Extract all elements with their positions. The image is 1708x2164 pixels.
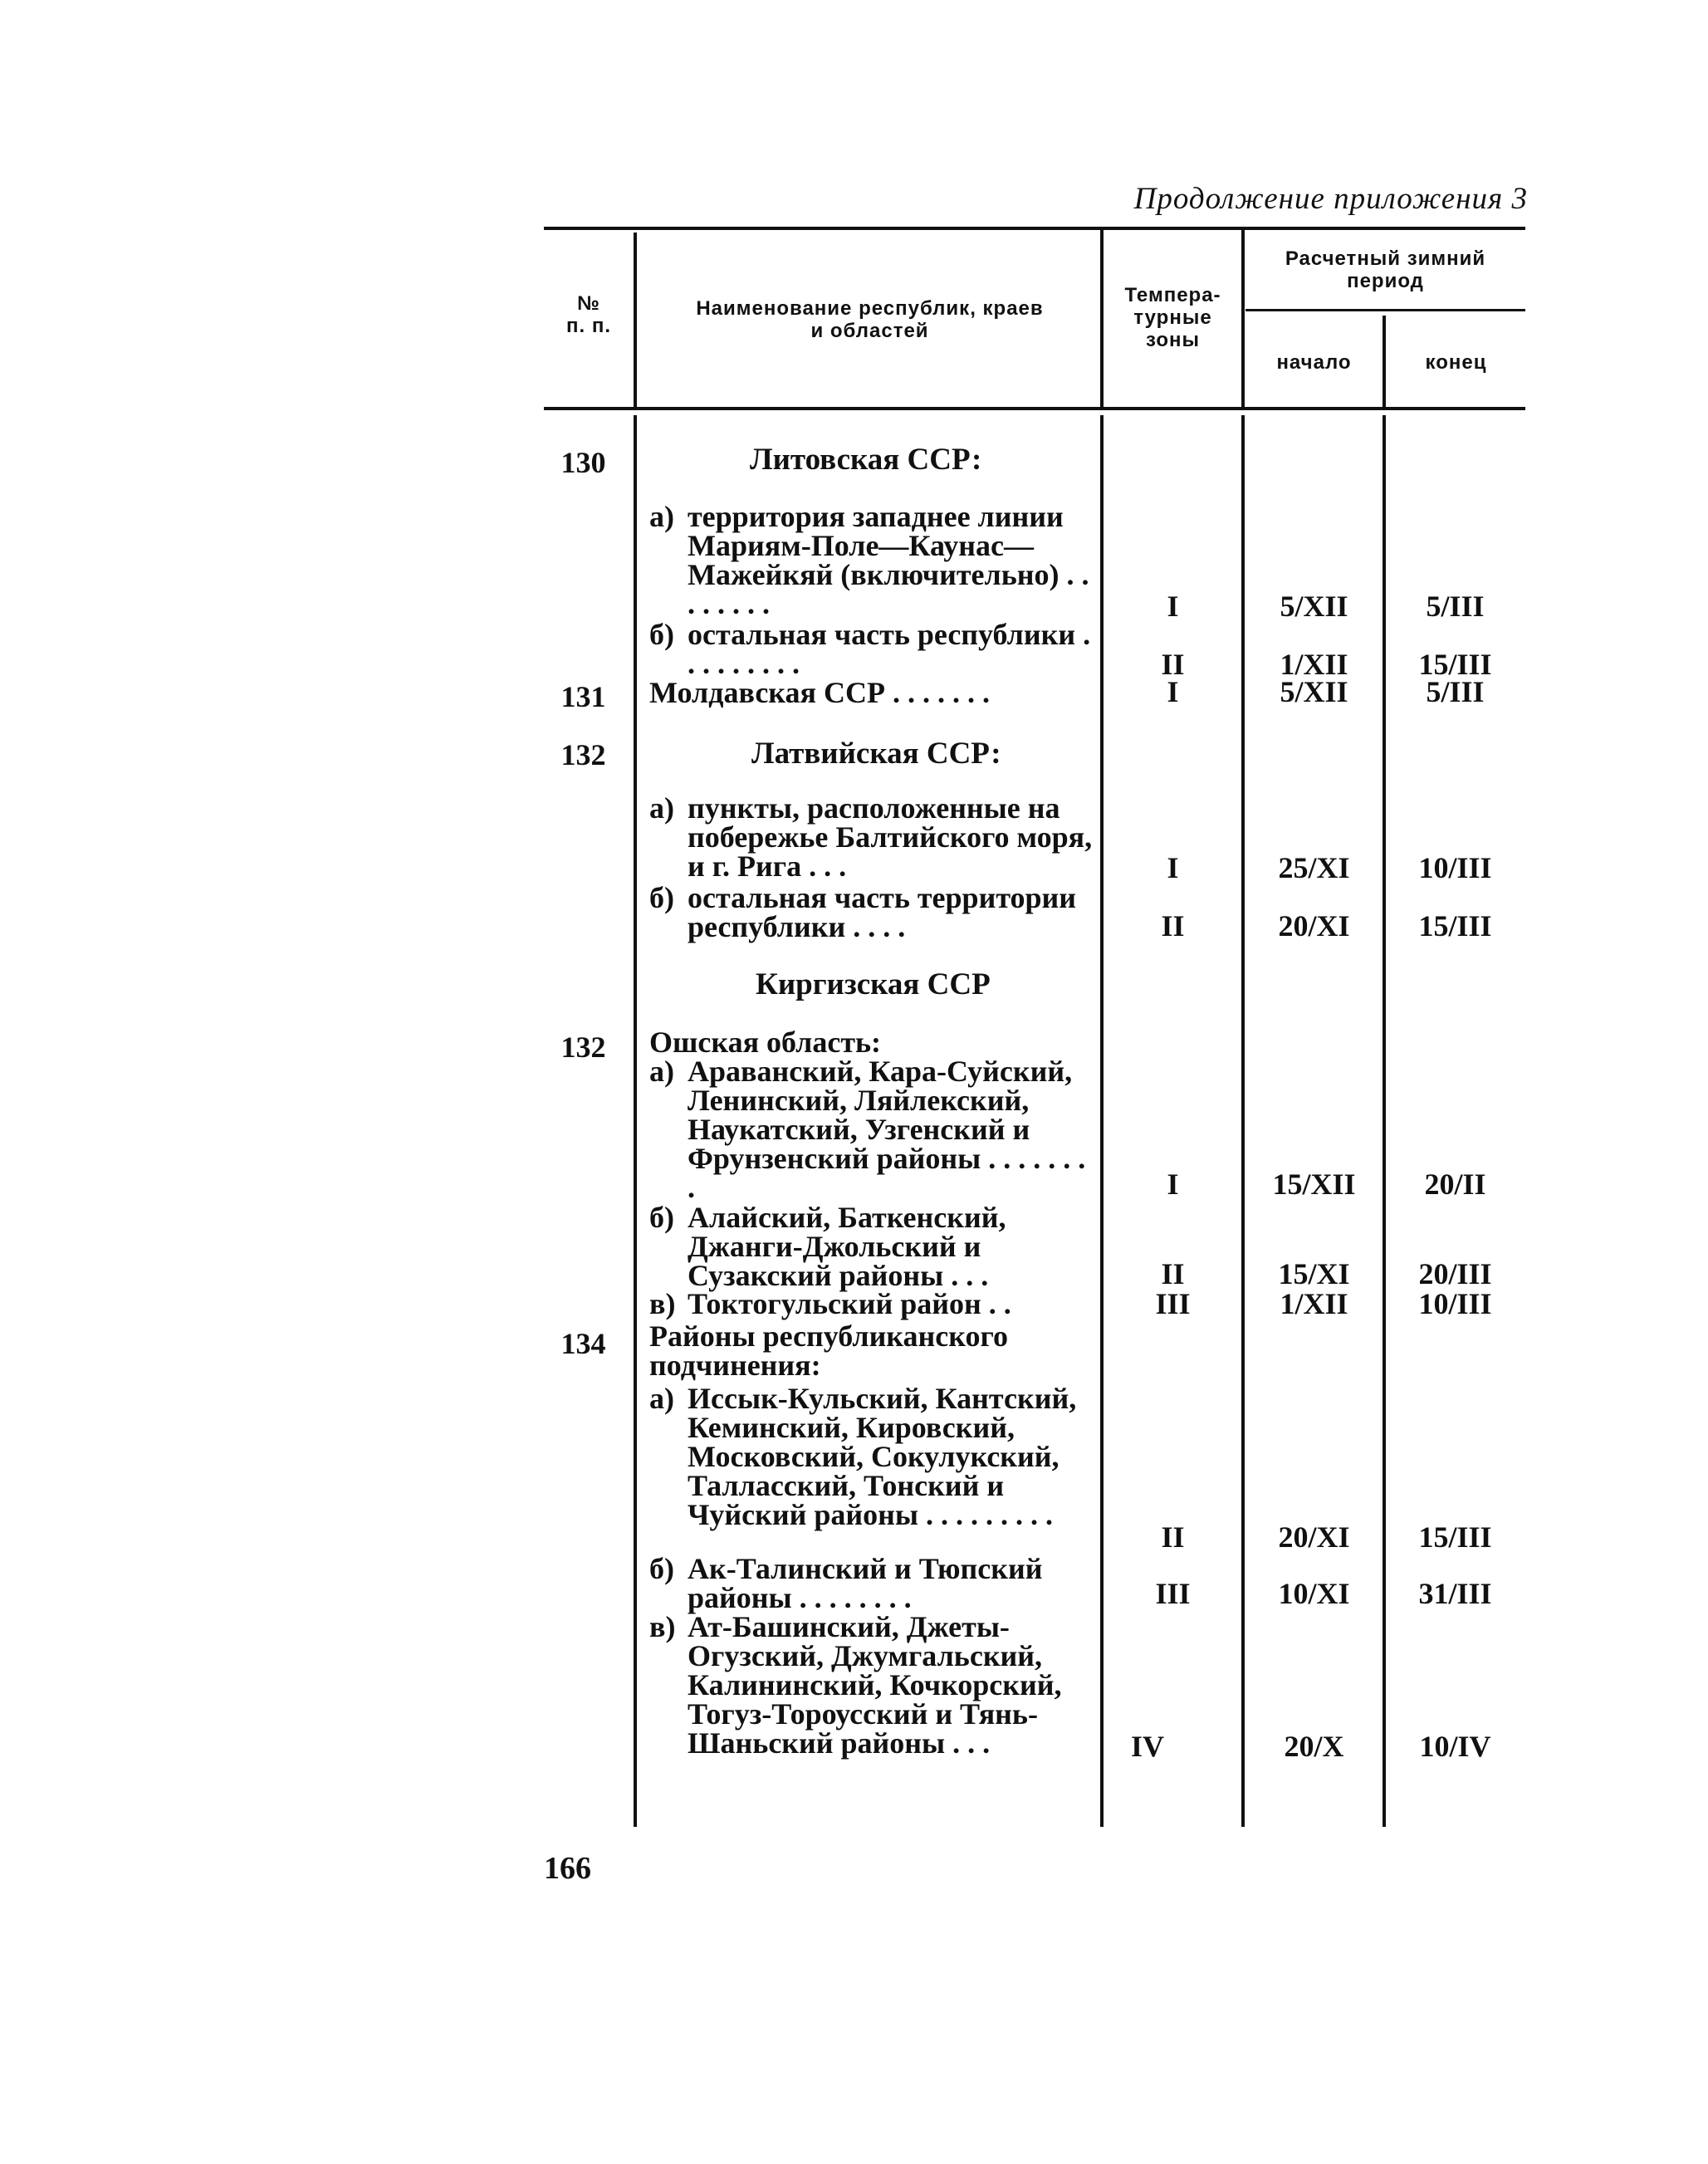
header-zone-line3: зоны [1146,329,1200,351]
item-text: Токтогульский район . . [688,1287,1011,1320]
start-value: 15/XI [1278,1257,1350,1290]
item-text: Ат-Башинский, Джеты-Огузский, Джумгальский, Калининский, Кочкорский, Тогуз-Тороусский и Тянь-Шаньский районы . . . [688,1610,1062,1760]
end-value: 10/III [1418,851,1492,884]
item-text: Иссык-Кульский, Кантский, Кеминский, Кировский, Московский, Сокулукский, Талласский, Тонский и Чуйский районы . . . . . . . . . [688,1382,1077,1531]
item-letter: в) [649,1610,676,1643]
item-letter: а) [649,500,674,533]
item-letter: б) [649,1201,674,1234]
item-letter: а) [649,1055,674,1088]
row-number: 134 [560,1327,606,1360]
list-item [649,500,1098,620]
zone-value: II [1161,1520,1185,1554]
section-title: Киргизская ССР [756,967,991,1001]
zone-value: I [1167,1168,1179,1201]
body-divider-3 [1241,415,1245,1827]
body-divider-1 [634,415,637,1827]
body-divider-4 [1383,415,1386,1827]
start-value: 5/XII [1280,675,1348,708]
start-value: 20/XI [1278,909,1350,942]
column-divider-2 [1100,229,1104,407]
item-text: территория западнее линии Мариям-Поле—Каунас—Мажейкяй (включительно) . . . . . . . . [688,500,1089,620]
zone-value: I [1167,675,1179,708]
column-divider-1 [634,233,637,407]
item-text: остальная часть территории республики . . . . [688,881,1077,943]
item-text: остальная часть республики . . . . . . . . . [688,618,1091,680]
body-divider-2 [1100,415,1104,1827]
item-text: Алайский, Баткенский, Джанги-Джольский и Сузакский районы . . . [688,1201,1006,1292]
row-number: 132 [560,738,606,771]
item-letter: в) [649,1287,676,1320]
table-caption: Продолжение приложения 3 [1133,182,1528,216]
start-value: 5/XII [1280,590,1348,623]
list-item [649,1552,1098,1614]
item-letter: а) [649,1382,674,1415]
header-number-line2: п. п. [566,315,611,337]
start-value: 1/XII [1280,648,1348,681]
column-divider-4 [1383,316,1386,407]
zone-value: I [1167,590,1179,623]
column-divider-3 [1241,229,1245,407]
header-end: конец [1425,351,1487,374]
list-item [649,791,1098,883]
header-name [639,297,1100,342]
row-text: Ошская область: [649,1026,882,1059]
start-value: 20/X [1284,1730,1344,1763]
header-bottom-rule [544,407,1525,410]
row-text: Районы республиканского подчинения: [649,1319,1008,1382]
end-value: 10/IV [1419,1730,1491,1763]
item-letter: а) [649,791,674,825]
row-number: 131 [560,680,606,713]
item-letter: б) [649,618,674,651]
start-value: 1/XII [1280,1287,1348,1320]
start-value: 20/XI [1278,1520,1350,1554]
item-text: пункты, расположенные на побережье Балтийского моря, и г. Рига . . . [688,791,1093,883]
table-top-rule [544,227,1525,230]
header-number [544,292,634,337]
end-value: 5/III [1426,590,1485,623]
zone-value: II [1161,909,1185,942]
zone-value: II [1161,1257,1185,1290]
header-zone [1104,284,1241,351]
header-zone-line1: Темпера- [1124,284,1221,306]
period-subheader-rule [1246,309,1525,311]
list-item [649,618,1098,680]
header-period-line1: Расчетный зимний [1285,247,1486,270]
list-item [649,1287,1098,1320]
end-value: 15/III [1418,648,1492,681]
zone-value: IV [1131,1730,1165,1763]
zone-value: II [1161,648,1185,681]
item-letter: б) [649,881,674,914]
page-number: 166 [544,1851,591,1886]
end-value: 20/III [1418,1257,1492,1290]
header-number-line1: № [577,292,600,315]
list-item [649,1382,1098,1531]
start-value: 25/XI [1278,851,1350,884]
list-item [649,881,1098,943]
header-period [1246,247,1525,292]
section-title: Литовская ССР: [750,443,982,477]
zone-value: I [1167,851,1179,884]
end-value: 15/III [1418,1520,1492,1554]
list-item [649,1610,1098,1760]
header-name-line2: и областей [810,320,929,342]
header-period-line2: период [1347,270,1424,292]
end-value: 20/II [1424,1168,1486,1201]
row-text: Молдавская ССР . . . . . . . [649,676,990,709]
list-item [649,1055,1098,1204]
item-letter: б) [649,1552,674,1585]
section-title: Латвийская ССР: [751,737,1001,771]
zone-value: III [1155,1287,1191,1320]
end-value: 31/III [1418,1577,1492,1610]
item-text: Ак-Талинский и Тюпский районы . . . . . . . . [688,1552,1043,1614]
item-text: Араванский, Кара-Суйский, Ленинский, Ляйлекский, Наукатский, Узгенский и Фрунзенский районы . . . . . . . . [688,1055,1086,1204]
end-value: 15/III [1418,909,1492,942]
end-value: 10/III [1418,1287,1492,1320]
zone-value: III [1155,1577,1191,1610]
list-item [649,1201,1098,1292]
start-value: 15/XII [1272,1168,1356,1201]
row-number: 130 [560,446,606,479]
start-value: 10/XI [1278,1577,1350,1610]
header-name-line1: Наименование республик, краев [696,297,1044,320]
row-number: 132 [560,1031,606,1064]
end-value: 5/III [1426,675,1485,708]
header-zone-line2: турные [1133,306,1212,329]
header-start: начало [1276,351,1352,374]
